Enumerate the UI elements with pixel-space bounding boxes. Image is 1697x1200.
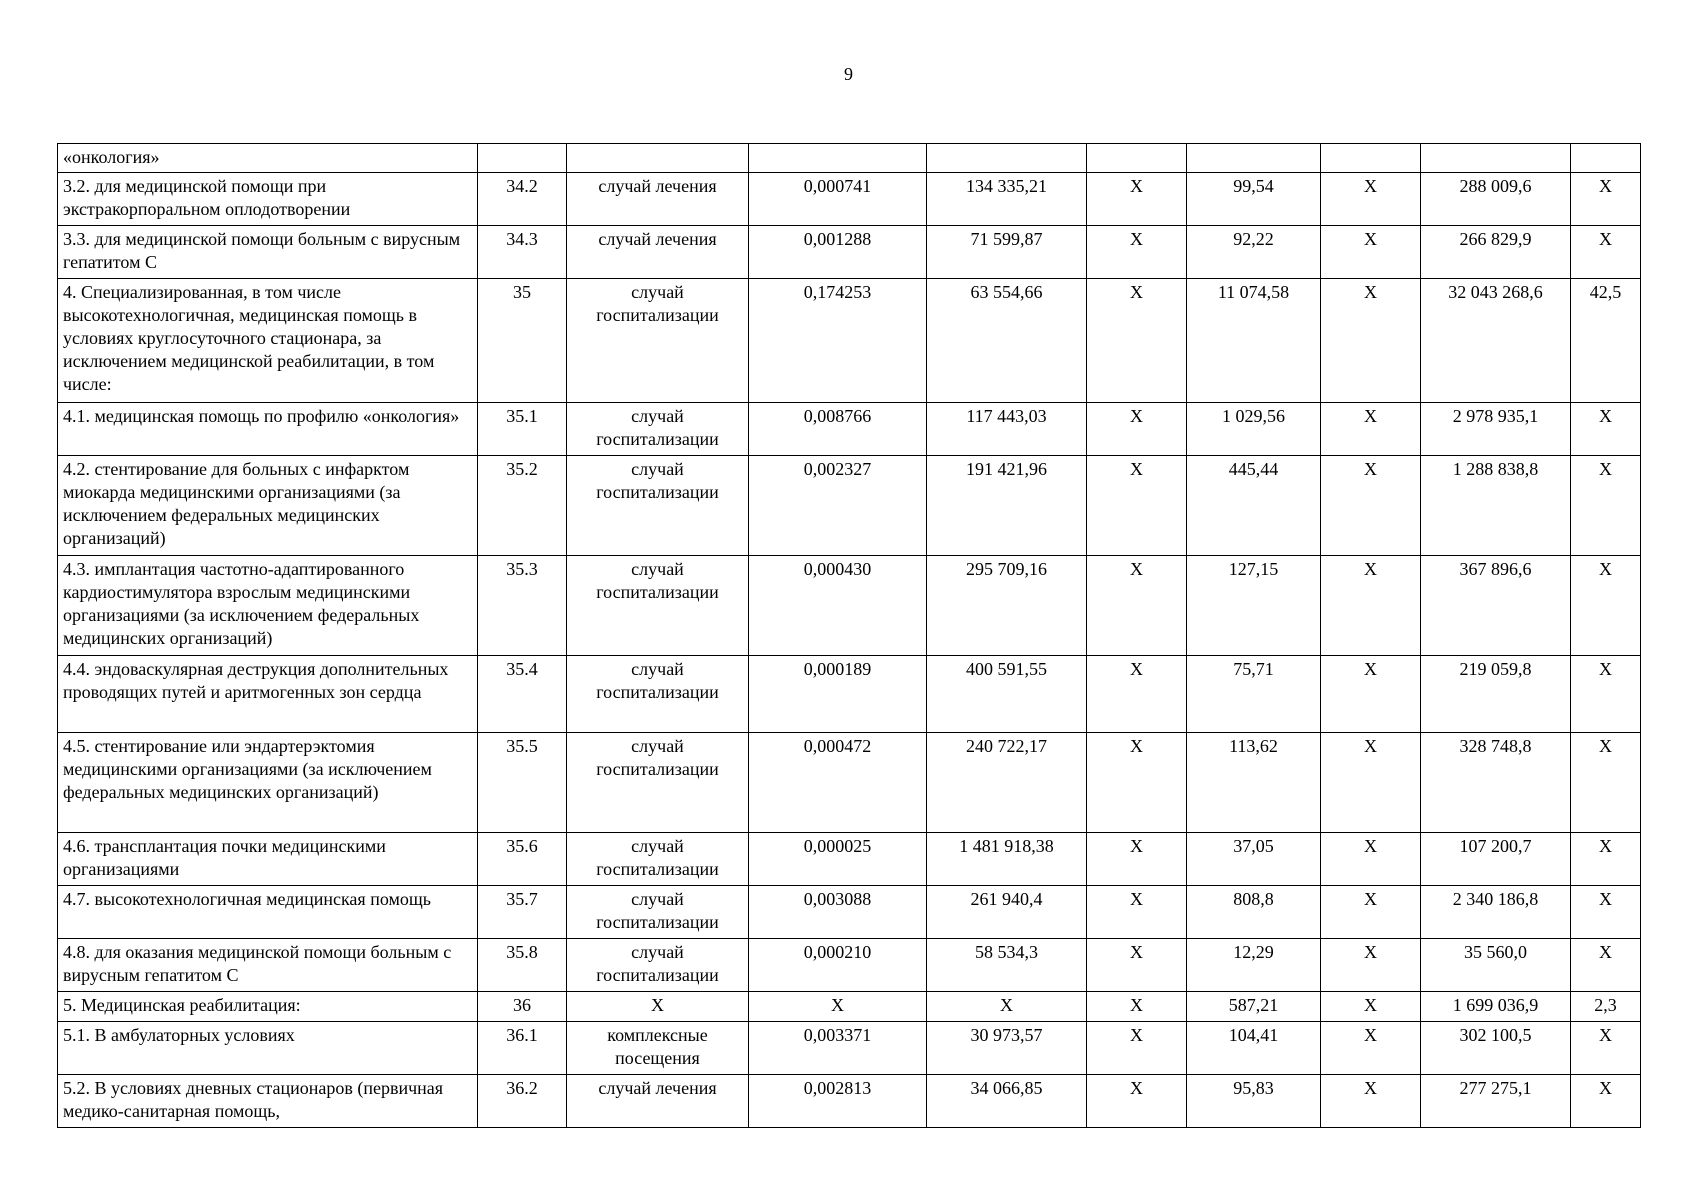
row-name-cell: 3.3. для медицинской помощи больным с вирусным гепатитом С xyxy=(58,226,478,279)
row-unit-cell: комплексные посещения xyxy=(567,1022,749,1075)
row-code-cell: 35.7 xyxy=(478,886,567,939)
row-name-cell: 3.2. для медицинской помощи при экстракорпоральном оплодотворении xyxy=(58,173,478,226)
row-col8-cell: Х xyxy=(1321,1075,1421,1128)
row-code-cell: 35.2 xyxy=(478,456,567,556)
row-cost-cell: 1 481 918,38 xyxy=(927,833,1087,886)
row-norm-cell: 0,002813 xyxy=(749,1075,927,1128)
row-col9-cell: 2 978 935,1 xyxy=(1421,403,1571,456)
row-col7-cell: 808,8 xyxy=(1187,886,1321,939)
row-code-cell: 35.4 xyxy=(478,656,567,733)
row-col7-cell: 75,71 xyxy=(1187,656,1321,733)
row-col7-cell: 1 029,56 xyxy=(1187,403,1321,456)
row-col6-cell: Х xyxy=(1087,939,1187,992)
table-row xyxy=(58,173,1641,226)
row-code-cell: 35.6 xyxy=(478,833,567,886)
row-code-cell: 35 xyxy=(478,279,567,403)
row-norm-cell: 0,003088 xyxy=(749,886,927,939)
row-col10-cell: Х xyxy=(1571,939,1641,992)
page-number: 9 xyxy=(844,64,853,84)
row-cost-cell: 295 709,16 xyxy=(927,556,1087,656)
table-row xyxy=(58,886,1641,939)
row-unit-cell: случай госпитализации xyxy=(567,939,749,992)
table-row xyxy=(58,403,1641,456)
row-code-cell: 35.1 xyxy=(478,403,567,456)
row-col9-cell: 277 275,1 xyxy=(1421,1075,1571,1128)
row-col8-cell: Х xyxy=(1321,403,1421,456)
row-unit-cell: случай госпитализации xyxy=(567,733,749,833)
row-cost-cell: 191 421,96 xyxy=(927,456,1087,556)
row-col8-cell: Х xyxy=(1321,939,1421,992)
row-col9-cell: 35 560,0 xyxy=(1421,939,1571,992)
row-unit-cell: случай госпитализации xyxy=(567,456,749,556)
row-norm-cell: Х xyxy=(749,992,927,1022)
row-col9-cell: 32 043 268,6 xyxy=(1421,279,1571,403)
row-col10-cell: 42,5 xyxy=(1571,279,1641,403)
row-code-cell: 35.8 xyxy=(478,939,567,992)
row-col8-cell: Х xyxy=(1321,886,1421,939)
row-col6-cell: Х xyxy=(1087,279,1187,403)
row-col6-cell: Х xyxy=(1087,886,1187,939)
row-col7-cell: 113,62 xyxy=(1187,733,1321,833)
row-col10-cell xyxy=(1571,144,1641,173)
row-col8-cell: Х xyxy=(1321,733,1421,833)
row-col8-cell: Х xyxy=(1321,456,1421,556)
row-unit-cell: случай госпитализации xyxy=(567,403,749,456)
row-col9-cell: 367 896,6 xyxy=(1421,556,1571,656)
row-norm-cell: 0,008766 xyxy=(749,403,927,456)
row-norm-cell: 0,000189 xyxy=(749,656,927,733)
row-cost-cell: 261 940,4 xyxy=(927,886,1087,939)
row-unit-cell: Х xyxy=(567,992,749,1022)
row-col6-cell: Х xyxy=(1087,656,1187,733)
row-unit-cell: случай госпитализации xyxy=(567,833,749,886)
row-col6-cell: Х xyxy=(1087,733,1187,833)
row-col10-cell: Х xyxy=(1571,656,1641,733)
table-row xyxy=(58,226,1641,279)
row-col7-cell: 587,21 xyxy=(1187,992,1321,1022)
row-unit-cell: случай лечения xyxy=(567,1075,749,1128)
row-unit-cell xyxy=(567,144,749,173)
row-col10-cell: Х xyxy=(1571,173,1641,226)
row-unit-cell: случай лечения xyxy=(567,226,749,279)
row-norm-cell: 0,002327 xyxy=(749,456,927,556)
row-cost-cell: 134 335,21 xyxy=(927,173,1087,226)
row-col10-cell: Х xyxy=(1571,456,1641,556)
row-unit-cell: случай госпитализации xyxy=(567,886,749,939)
row-name-cell: 5. Медицинская реабилитация: xyxy=(58,992,478,1022)
row-name-cell: 4.4. эндоваскулярная деструкция дополнительных проводящих путей и аритмогенных зон сердца xyxy=(58,656,478,733)
row-col7-cell: 11 074,58 xyxy=(1187,279,1321,403)
row-col6-cell: Х xyxy=(1087,403,1187,456)
row-code-cell: 36.2 xyxy=(478,1075,567,1128)
row-col9-cell: 266 829,9 xyxy=(1421,226,1571,279)
row-norm-cell: 0,000210 xyxy=(749,939,927,992)
row-cost-cell: 240 722,17 xyxy=(927,733,1087,833)
row-col9-cell: 219 059,8 xyxy=(1421,656,1571,733)
row-unit-cell: случай лечения xyxy=(567,173,749,226)
row-col9-cell: 1 699 036,9 xyxy=(1421,992,1571,1022)
row-norm-cell: 0,000741 xyxy=(749,173,927,226)
row-name-cell: 4. Специализированная, в том числе высокотехнологичная, медицинская помощь в условиях круглосуточного стационара, за исключением медицинской реабилитации, в том числе: xyxy=(58,279,478,403)
row-name-cell: 4.1. медицинская помощь по профилю «онкология» xyxy=(58,403,478,456)
row-col7-cell: 127,15 xyxy=(1187,556,1321,656)
row-col9-cell: 1 288 838,8 xyxy=(1421,456,1571,556)
table-row xyxy=(58,279,1641,403)
row-code-cell: 35.3 xyxy=(478,556,567,656)
row-norm-cell: 0,001288 xyxy=(749,226,927,279)
row-col7-cell: 104,41 xyxy=(1187,1022,1321,1075)
row-code-cell: 35.5 xyxy=(478,733,567,833)
row-col10-cell: Х xyxy=(1571,226,1641,279)
row-norm-cell: 0,000025 xyxy=(749,833,927,886)
row-col8-cell: Х xyxy=(1321,833,1421,886)
row-col9-cell: 2 340 186,8 xyxy=(1421,886,1571,939)
row-name-cell: 5.1. В амбулаторных условиях xyxy=(58,1022,478,1075)
table-row xyxy=(58,992,1641,1022)
row-col10-cell: 2,3 xyxy=(1571,992,1641,1022)
row-col6-cell xyxy=(1087,144,1187,173)
row-col9-cell: 288 009,6 xyxy=(1421,173,1571,226)
table-body xyxy=(58,144,1641,1128)
row-col8-cell: Х xyxy=(1321,656,1421,733)
row-col9-cell: 107 200,7 xyxy=(1421,833,1571,886)
row-col7-cell: 37,05 xyxy=(1187,833,1321,886)
row-col6-cell: Х xyxy=(1087,556,1187,656)
row-name-cell: «онкология» xyxy=(58,144,478,173)
row-cost-cell xyxy=(927,144,1087,173)
row-col8-cell: Х xyxy=(1321,279,1421,403)
table-row xyxy=(58,939,1641,992)
row-norm-cell: 0,174253 xyxy=(749,279,927,403)
row-col7-cell xyxy=(1187,144,1321,173)
row-code-cell: 34.2 xyxy=(478,173,567,226)
row-col6-cell: Х xyxy=(1087,1022,1187,1075)
row-col6-cell: Х xyxy=(1087,456,1187,556)
row-col10-cell: Х xyxy=(1571,886,1641,939)
row-col8-cell: Х xyxy=(1321,226,1421,279)
row-name-cell: 5.2. В условиях дневных стационаров (первичная медико-санитарная помощь, xyxy=(58,1075,478,1128)
row-cost-cell: 117 443,03 xyxy=(927,403,1087,456)
row-name-cell: 4.5. стентирование или эндартерэктомия медицинскими организациями (за исключением федеральных медицинских организаций) xyxy=(58,733,478,833)
row-name-cell: 4.3. имплантация частотно-адаптированного кардиостимулятора взрослым медицинскими организациями (за исключением федеральных медицинских организаций) xyxy=(58,556,478,656)
row-col6-cell: Х xyxy=(1087,833,1187,886)
row-col8-cell xyxy=(1321,144,1421,173)
row-code-cell xyxy=(478,144,567,173)
row-col7-cell: 12,29 xyxy=(1187,939,1321,992)
row-col9-cell xyxy=(1421,144,1571,173)
table-row xyxy=(58,656,1641,733)
row-col8-cell: Х xyxy=(1321,556,1421,656)
row-col7-cell: 99,54 xyxy=(1187,173,1321,226)
row-col8-cell: Х xyxy=(1321,992,1421,1022)
table-row xyxy=(58,1022,1641,1075)
row-cost-cell: 30 973,57 xyxy=(927,1022,1087,1075)
row-name-cell: 4.2. стентирование для больных с инфарктом миокарда медицинскими организациями (за исключением федеральных медицинских организаций) xyxy=(58,456,478,556)
row-unit-cell: случай госпитализации xyxy=(567,656,749,733)
table-row xyxy=(58,1075,1641,1128)
row-code-cell: 36 xyxy=(478,992,567,1022)
row-col9-cell: 328 748,8 xyxy=(1421,733,1571,833)
row-col10-cell: Х xyxy=(1571,556,1641,656)
row-norm-cell: 0,000430 xyxy=(749,556,927,656)
row-col7-cell: 95,83 xyxy=(1187,1075,1321,1128)
row-name-cell: 4.7. высокотехнологичная медицинская помощь xyxy=(58,886,478,939)
row-cost-cell: 400 591,55 xyxy=(927,656,1087,733)
row-col10-cell: Х xyxy=(1571,733,1641,833)
table-row xyxy=(58,833,1641,886)
row-unit-cell: случай госпитализации xyxy=(567,279,749,403)
row-cost-cell: 58 534,3 xyxy=(927,939,1087,992)
row-cost-cell: 63 554,66 xyxy=(927,279,1087,403)
row-norm-cell: 0,003371 xyxy=(749,1022,927,1075)
row-cost-cell: 34 066,85 xyxy=(927,1075,1087,1128)
row-col10-cell: Х xyxy=(1571,1022,1641,1075)
row-col9-cell: 302 100,5 xyxy=(1421,1022,1571,1075)
row-cost-cell: 71 599,87 xyxy=(927,226,1087,279)
row-name-cell: 4.6. трансплантация почки медицинскими организациями xyxy=(58,833,478,886)
row-code-cell: 36.1 xyxy=(478,1022,567,1075)
row-norm-cell: 0,000472 xyxy=(749,733,927,833)
row-col10-cell: Х xyxy=(1571,833,1641,886)
table-row xyxy=(58,556,1641,656)
row-cost-cell: Х xyxy=(927,992,1087,1022)
row-col7-cell: 445,44 xyxy=(1187,456,1321,556)
row-col10-cell: Х xyxy=(1571,403,1641,456)
row-col6-cell: Х xyxy=(1087,173,1187,226)
table-row xyxy=(58,456,1641,556)
row-norm-cell xyxy=(749,144,927,173)
row-col6-cell: Х xyxy=(1087,1075,1187,1128)
table-row xyxy=(58,144,1641,173)
row-col10-cell: Х xyxy=(1571,1075,1641,1128)
row-name-cell: 4.8. для оказания медицинской помощи больным с вирусным гепатитом С xyxy=(58,939,478,992)
data-table xyxy=(57,143,1641,1128)
row-code-cell: 34.3 xyxy=(478,226,567,279)
row-col8-cell: Х xyxy=(1321,1022,1421,1075)
row-col7-cell: 92,22 xyxy=(1187,226,1321,279)
row-col6-cell: Х xyxy=(1087,226,1187,279)
row-col6-cell: Х xyxy=(1087,992,1187,1022)
table-row xyxy=(58,733,1641,833)
row-col8-cell: Х xyxy=(1321,173,1421,226)
row-unit-cell: случай госпитализации xyxy=(567,556,749,656)
